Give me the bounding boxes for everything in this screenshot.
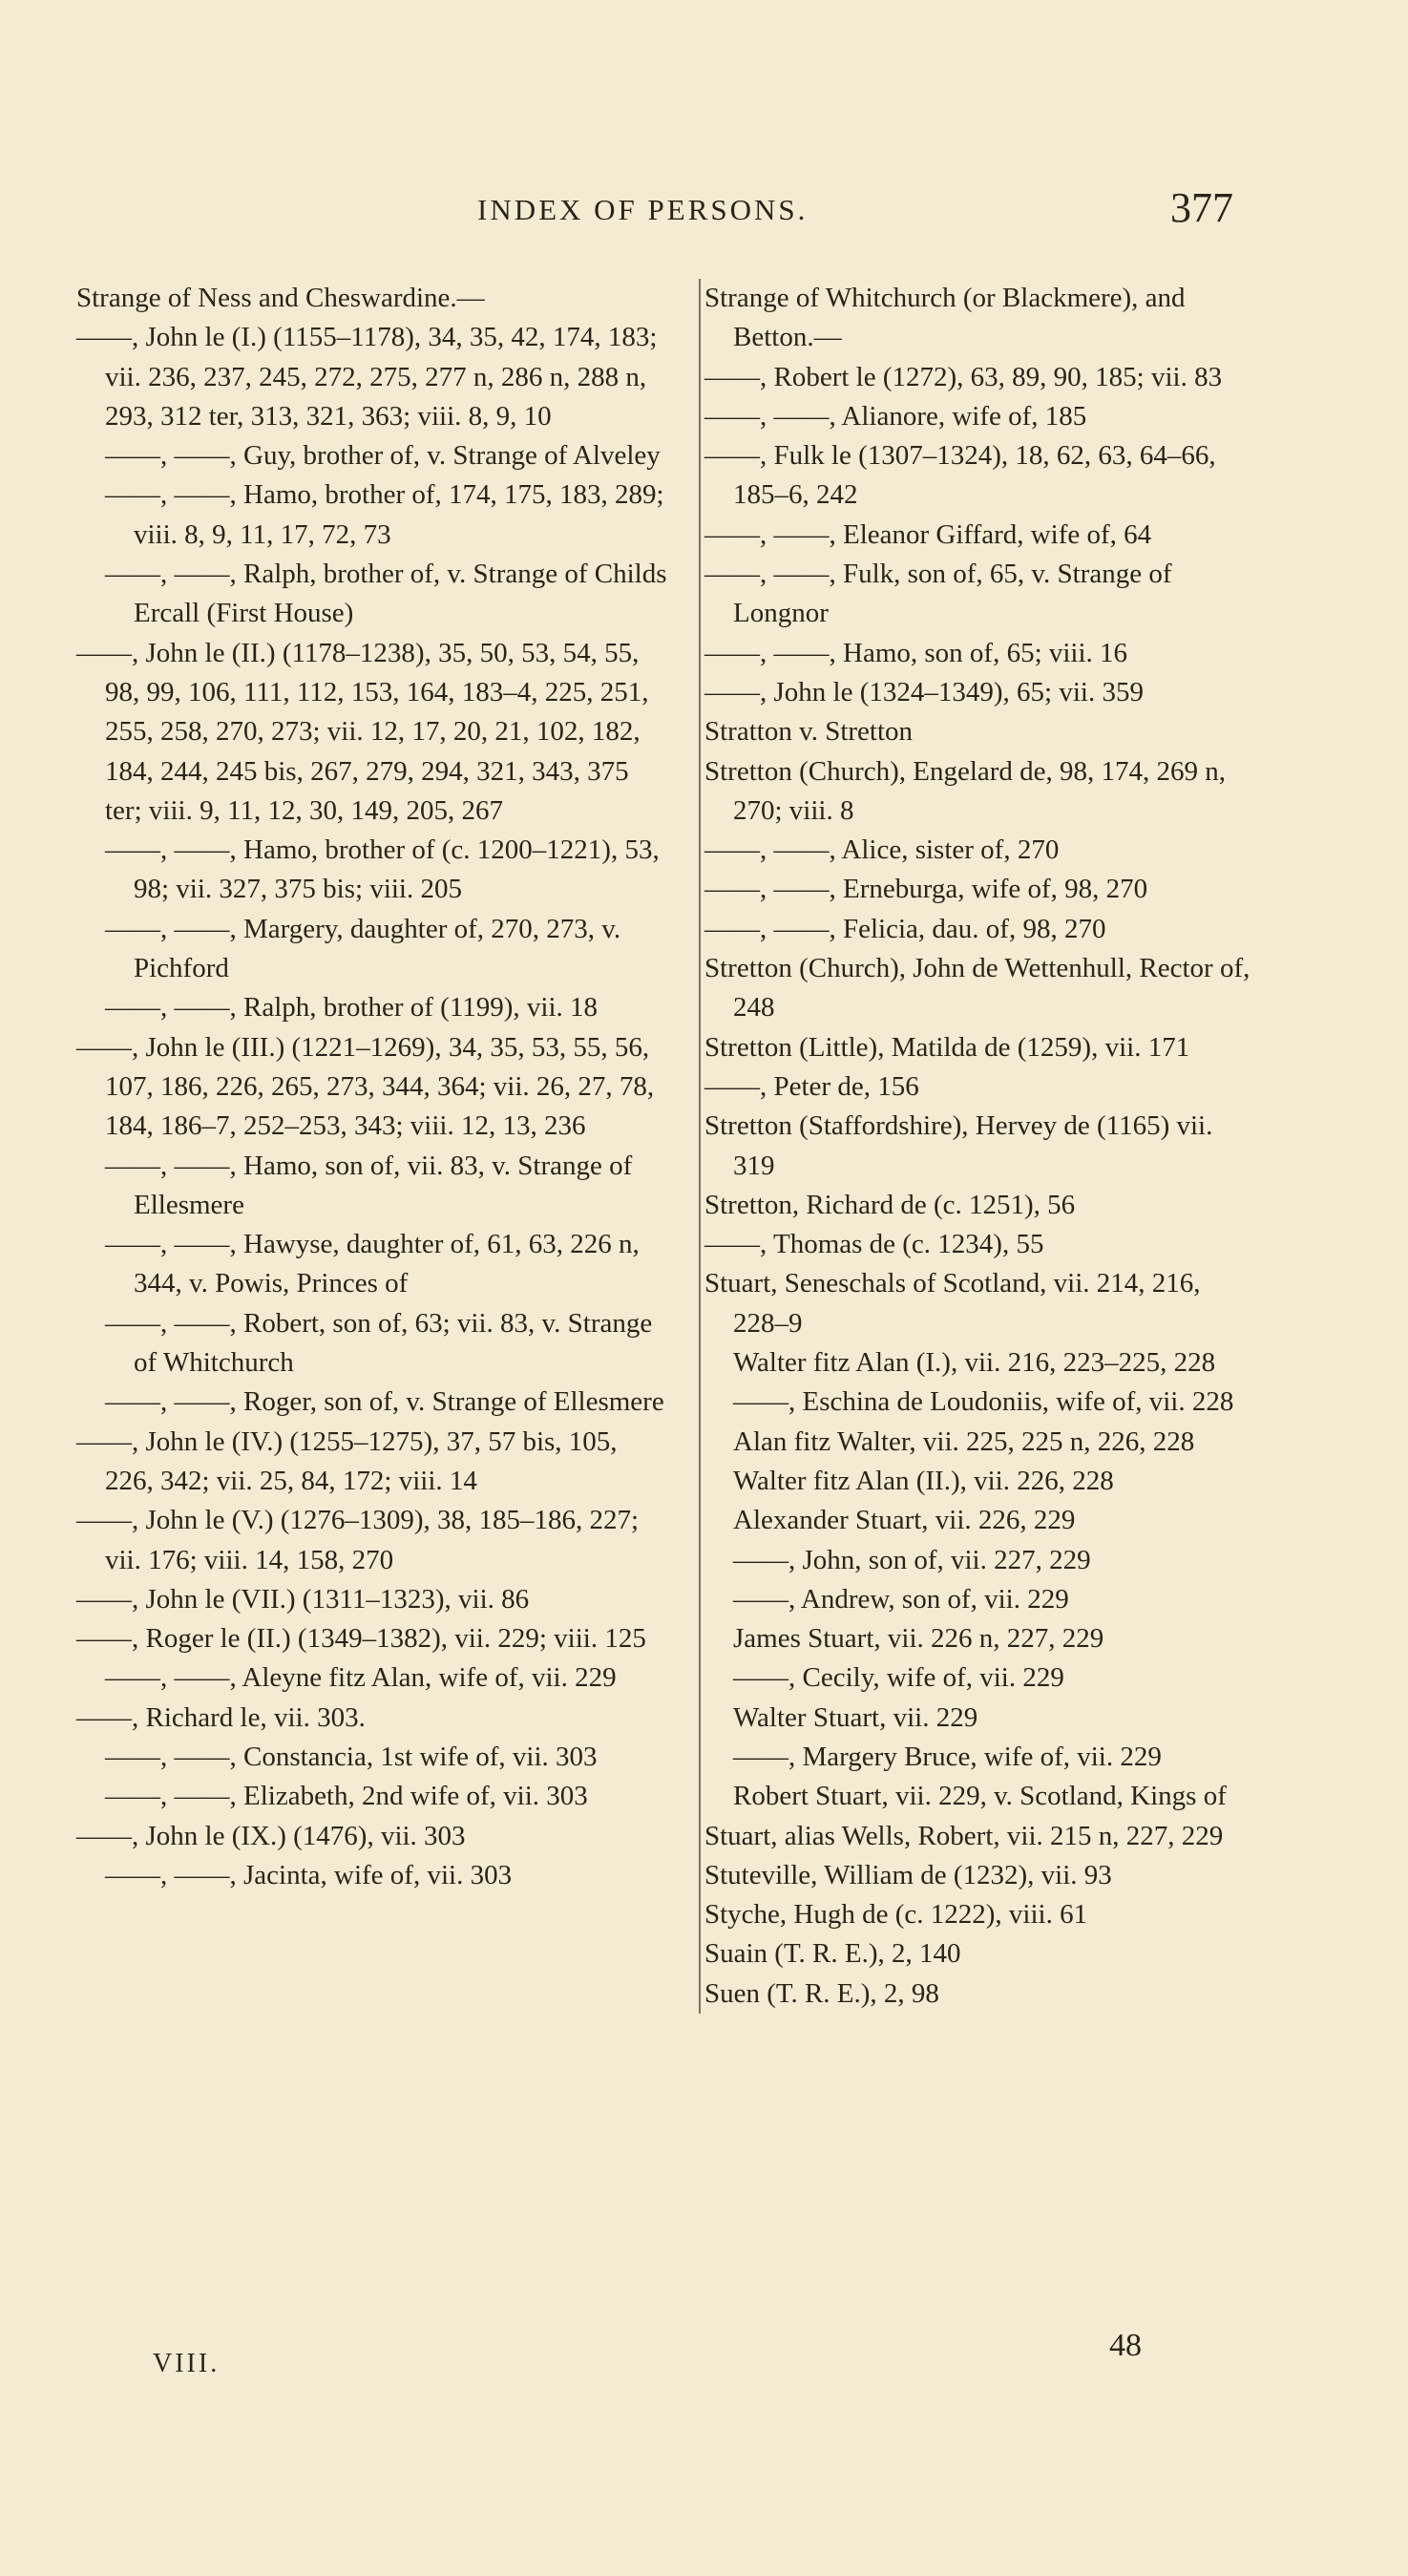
index-entry: ——, ——, Robert, son of, 63; vii. 83, v. Strange of Whitchurch bbox=[105, 1307, 653, 1379]
index-entry: Stretton (Church), John de Wettenhull, Rector of, 248 bbox=[704, 953, 1250, 1024]
index-entry: ——, Robert le (1272), 63, 89, 90, 185; vii. 83 bbox=[704, 361, 1223, 392]
folio-mark: 48 bbox=[1109, 2328, 1142, 2363]
index-entry: ——, Roger le (II.) (1349–1382), vii. 229; viii. 125 bbox=[76, 1623, 646, 1655]
index-entry: ——, ——, Alice, sister of, 270 bbox=[704, 834, 1060, 866]
index-entry: Stretton (Staffordshire), Hervey de (1165) vii. 319 bbox=[704, 1110, 1213, 1181]
index-entry: Stuart, alias Wells, Robert, vii. 215 n, 227, 229 bbox=[704, 1820, 1224, 1851]
index-entry: Stuart, Seneschals of Scotland, vii. 214, 216, 228–9 bbox=[704, 1268, 1201, 1339]
signature-mark: VIII. bbox=[153, 2349, 221, 2378]
index-entry: ——, ——, Fulk, son of, 65, v. Strange of Longnor bbox=[704, 559, 1172, 629]
index-entry: ——, ——, Hamo, brother of, 174, 175, 183, 289; viii. 8, 9, 11, 17, 72, 73 bbox=[105, 479, 664, 550]
index-entry: ——, ——, Ralph, brother of (1199), vii. 18 bbox=[105, 992, 599, 1024]
index-entry: ——, ——, Erneburga, wife of, 98, 270 bbox=[704, 874, 1148, 905]
index-entry: Stretton (Church), Engelard de, 98, 174, 269 n, 270; viii. 8 bbox=[704, 755, 1227, 826]
index-entry: ——, John le (IX.) (1476), vii. 303 bbox=[76, 1820, 466, 1851]
index-entry: ——, John le (III.) (1221–1269), 34, 35, 53, 55, 56, 107, 186, 226, 265, 273, 344, 364; vii. 26, 27, 78, 184, 186–7, 252–253, 343; viii. 12, 13, 236 bbox=[76, 1031, 655, 1142]
index-entry: ——, Peter de, 156 bbox=[704, 1070, 919, 1102]
index-entry: Alan fitz Walter, vii. 225, 225 n, 226, 228 bbox=[733, 1425, 1195, 1457]
index-entry: ——, John, son of, vii. 227, 229 bbox=[733, 1544, 1091, 1575]
index-entry: ——, Eschina de Loudoniis, wife of, vii. 228 bbox=[733, 1386, 1234, 1418]
index-entry: Styche, Hugh de (c. 1222), viii. 61 bbox=[704, 1899, 1088, 1931]
page-number: 377 bbox=[1170, 184, 1233, 231]
index-entry: Robert Stuart, vii. 229, v. Scotland, Kings of bbox=[733, 1781, 1227, 1812]
index-entry: ——, John le (VII.) (1311–1323), vii. 86 bbox=[76, 1583, 530, 1615]
index-entry: ——, ——, Elizabeth, 2nd wife of, vii. 303 bbox=[105, 1781, 588, 1812]
index-entry: ——, John le (II.) (1178–1238), 35, 50, 53, 54, 55, 98, 99, 106, 111, 112, 153, 164, 183–4, 225, 251, 255, 258, 270, 273; vii. 12, 17, 20, 21, 102, 182, 184, 244, 245 bis, 267, 279, 294, 321, 343, 375 ter; viii. 9, 11, 12, 30, 149, 205, 267 bbox=[76, 637, 649, 826]
index-entry: Walter Stuart, vii. 229 bbox=[733, 1701, 978, 1733]
index-entry: ——, ——, Eleanor Giffard, wife of, 64 bbox=[704, 518, 1152, 550]
index-entry: ——, John le (1324–1349), 65; vii. 359 bbox=[704, 676, 1144, 707]
index-entry: ——, ——, Hawyse, daughter of, 61, 63, 226 n, 344, v. Powis, Princes of bbox=[105, 1229, 640, 1299]
index-entry: James Stuart, vii. 226 n, 227, 229 bbox=[733, 1623, 1104, 1655]
index-entry: Strange of Ness and Cheswardine.— bbox=[76, 283, 485, 313]
index-entry: ——, ——, Hamo, brother of (c. 1200–1221), 53, 98; vii. 327, 375 bis; viii. 205 bbox=[105, 834, 660, 905]
index-entry: ——, Richard le, vii. 303. bbox=[76, 1701, 366, 1733]
index-entry: ——, Thomas de (c. 1234), 55 bbox=[704, 1229, 1044, 1260]
index-entry: Alexander Stuart, vii. 226, 229 bbox=[733, 1505, 1076, 1536]
index-entry: ——, ——, Constancia, 1st wife of, vii. 303 bbox=[105, 1741, 598, 1772]
index-entry: ——, ——, Hamo, son of, vii. 83, v. Strange of Ellesmere bbox=[105, 1150, 633, 1220]
index-entry: ——, John le (V.) (1276–1309), 38, 185–186, 227; vii. 176; viii. 14, 158, 270 bbox=[76, 1505, 640, 1575]
index-entry: Stuteville, William de (1232), vii. 93 bbox=[704, 1859, 1112, 1890]
index-entry: ——, Fulk le (1307–1324), 18, 62, 63, 64–66, 185–6, 242 bbox=[704, 440, 1216, 511]
index-entry: ——, ——, Margery, daughter of, 270, 273, v. Pichford bbox=[105, 913, 621, 984]
index-entry: ——, ——, Roger, son of, v. Strange of Ellesmere bbox=[105, 1386, 664, 1418]
index-entry: ——, ——, Felicia, dau. of, 98, 270 bbox=[704, 913, 1106, 944]
index-entry: Walter fitz Alan (I.), vii. 216, 223–225, 228 bbox=[733, 1347, 1216, 1379]
index-entry: ——, John le (I.) (1155–1178), 34, 35, 42, 174, 183; vii. 236, 237, 245, 272, 275, 277 n, 286 n, 288 n, 293, 312 ter, 313, 321, 363; viii. 8, 9, 10 bbox=[76, 322, 658, 432]
index-column-right bbox=[699, 279, 1258, 2014]
index-entry: Stratton v. Stretton bbox=[704, 716, 914, 748]
index-entry: Strange of Whitchurch (or Blackmere), and Betton.— bbox=[704, 283, 1186, 353]
index-entry: ——, Cecily, wife of, vii. 229 bbox=[733, 1662, 1064, 1694]
index-entry: ——, ——, Ralph, brother of, v. Strange of Childs Ercall (First House) bbox=[105, 559, 667, 629]
index-entry: ——, ——, Hamo, son of, 65; viii. 16 bbox=[704, 637, 1128, 668]
index-entry: Suen (T. R. E.), 2, 98 bbox=[704, 1977, 939, 2009]
running-head bbox=[0, 184, 1408, 233]
index-entry: ——, ——, Alianore, wife of, 185 bbox=[704, 400, 1087, 432]
index-entry: ——, John le (IV.) (1255–1275), 37, 57 bis, 105, 226, 342; vii. 25, 84, 172; viii. 14 bbox=[76, 1425, 618, 1496]
index-entry: ——, ——, Aleyne fitz Alan, wife of, vii. 229 bbox=[105, 1662, 617, 1694]
index-entry: ——, ——, Guy, brother of, v. Strange of Alveley bbox=[105, 440, 661, 472]
index-entry: Stretton (Little), Matilda de (1259), vii. 171 bbox=[704, 1031, 1190, 1063]
index-entry: Walter fitz Alan (II.), vii. 226, 228 bbox=[733, 1465, 1114, 1496]
index-entry: ——, Andrew, son of, vii. 229 bbox=[733, 1583, 1069, 1615]
index-entry: ——, ——, Jacinta, wife of, vii. 303 bbox=[105, 1859, 513, 1890]
index-entry: Suain (T. R. E.), 2, 140 bbox=[704, 1938, 961, 1970]
index-entry: ——, Margery Bruce, wife of, vii. 229 bbox=[733, 1741, 1162, 1772]
page-title: INDEX OF PERSONS. bbox=[477, 193, 809, 226]
index-column-left bbox=[76, 279, 668, 1895]
index-entry: Stretton, Richard de (c. 1251), 56 bbox=[704, 1189, 1076, 1220]
